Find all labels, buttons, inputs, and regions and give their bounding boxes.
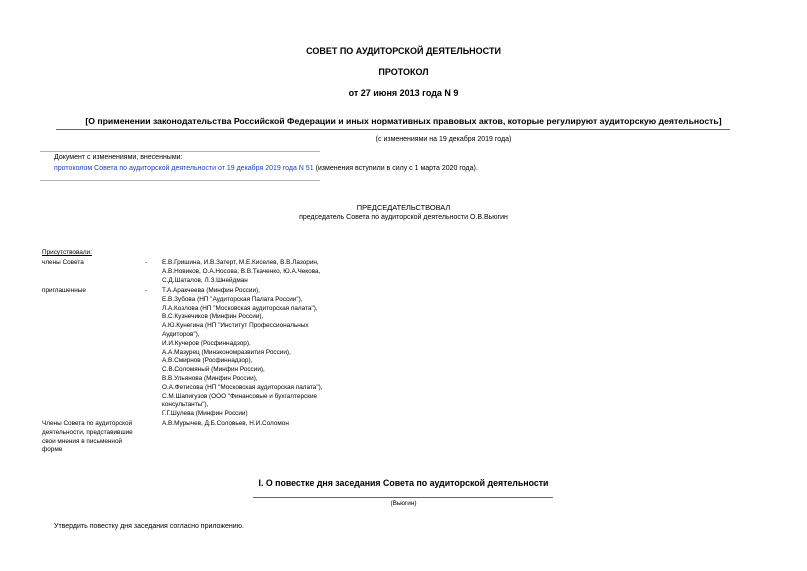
group-names-invited — [162, 287, 323, 419]
revision-note-text: (с изменениями на 19 декабря 2019 года) — [375, 136, 512, 143]
list-item: А.В.Мурычев, Д.Б.Соловьев, Н.И.Соломон — [162, 420, 289, 427]
amendment-link[interactable]: протоколом Совета по аудиторской деятельности от 19 декабря 2019 года N 51 — [54, 165, 314, 172]
changes-top-divider — [40, 151, 320, 152]
chair-heading: ПРЕДСЕДАТЕЛЬСТВОВАЛ — [356, 203, 451, 212]
organization-heading: СОВЕТ ПО АУДИТОРСКОЙ ДЕЯТЕЛЬНОСТИ — [306, 46, 501, 56]
title-divider — [56, 129, 730, 130]
list-item: С.В.Соломяный (Минфин России), — [162, 366, 265, 374]
section-heading — [0, 478, 807, 488]
list-item: В.С.Кузнечиков (Минфин России), — [162, 313, 264, 321]
changes-line — [54, 164, 478, 174]
list-item: С.Д.Шаталов, Л.З.Шнейдман — [162, 276, 248, 284]
document-title: [О применении законодательства Российской Федерации и иных нормативных правовых актов, которые регулируют аудиторскую деятельность] — [85, 116, 722, 126]
list-item: Т.А.Аракчеева (Минфин России), — [162, 287, 260, 294]
list-item: консультанты"), — [162, 401, 209, 409]
list-item: Е.В.Зубова (НП "Аудиторская Палата России"), — [162, 295, 303, 303]
list-item: Е.В.Гришина, И.В.Затерт, М.Е.Киселев, В.В.Лазорин, — [162, 259, 319, 266]
section-speaker: (Вьюгин) — [390, 500, 417, 507]
list-item: Г.Г.Шулева (Минфин России) — [162, 410, 248, 418]
changes-bottom-divider — [40, 180, 320, 181]
changes-intro: Документ с изменениями, внесенными: — [54, 154, 183, 161]
group-label-line: Члены Совета по аудиторской — [42, 420, 133, 427]
group-label-line: форме — [42, 446, 63, 454]
list-item: А.В.Смирнов (Росфиннадзор), — [162, 357, 253, 365]
group-label-line: деятельности, представившие — [42, 428, 133, 436]
list-item: В.В.Ульянова (Минфин России), — [162, 374, 258, 382]
list-item: И.И.Кучеров (Росфиннадзор), — [162, 339, 251, 347]
document-date: от 27 июня 2013 года N 9 — [348, 88, 459, 98]
list-item: А.Ю.Кунегина (НП "Институт Профессиональных — [162, 322, 309, 330]
group-label-invited: приглашенные — [42, 287, 86, 294]
group-label-members: члены Совета — [42, 259, 84, 266]
document-type: ПРОТОКОЛ — [378, 67, 429, 77]
list-item: Л.А.Козлова (НП "Московская аудиторская палата"), — [162, 304, 318, 312]
group-label-written — [42, 420, 133, 455]
chair-line: председатель Совета по аудиторской деятельности О.В.Вьюгин — [299, 214, 508, 221]
group-label-line: свои мнения в письменной — [42, 437, 123, 445]
section-text: Утвердить повестку дня заседания согласно приложению. — [54, 523, 244, 530]
list-item: А.В.Новиков, О.А.Носова, В.В.Ткаченко, Ю.А.Чекова, — [162, 267, 321, 275]
list-item: А.А.Мазурец (Минэкономразвития России), — [162, 348, 291, 356]
group-dash-members: - — [145, 259, 148, 266]
group-names-written — [162, 420, 289, 429]
list-item: Аудиторов"), — [162, 330, 200, 338]
section-heading-text: I. О повестке дня заседания Совета по аудиторской деятельности — [258, 478, 549, 488]
group-names-members — [162, 259, 320, 285]
section-speaker-row — [0, 500, 807, 509]
group-dash-invited: - — [145, 287, 148, 294]
list-item: О.А.Фетисова (НП "Московская аудиторская палата"), — [162, 383, 323, 391]
revision-note — [0, 135, 807, 145]
changes-suffix: (изменения вступили в силу с 1 марта 2020 года). — [315, 165, 478, 172]
list-item: С.М.Шапигузов (ООО "Финансовые и бухгалтерские — [162, 392, 318, 400]
section-divider — [253, 497, 553, 498]
attendance-heading: Присутствовали: — [42, 249, 92, 256]
chair-line-row — [0, 213, 807, 223]
